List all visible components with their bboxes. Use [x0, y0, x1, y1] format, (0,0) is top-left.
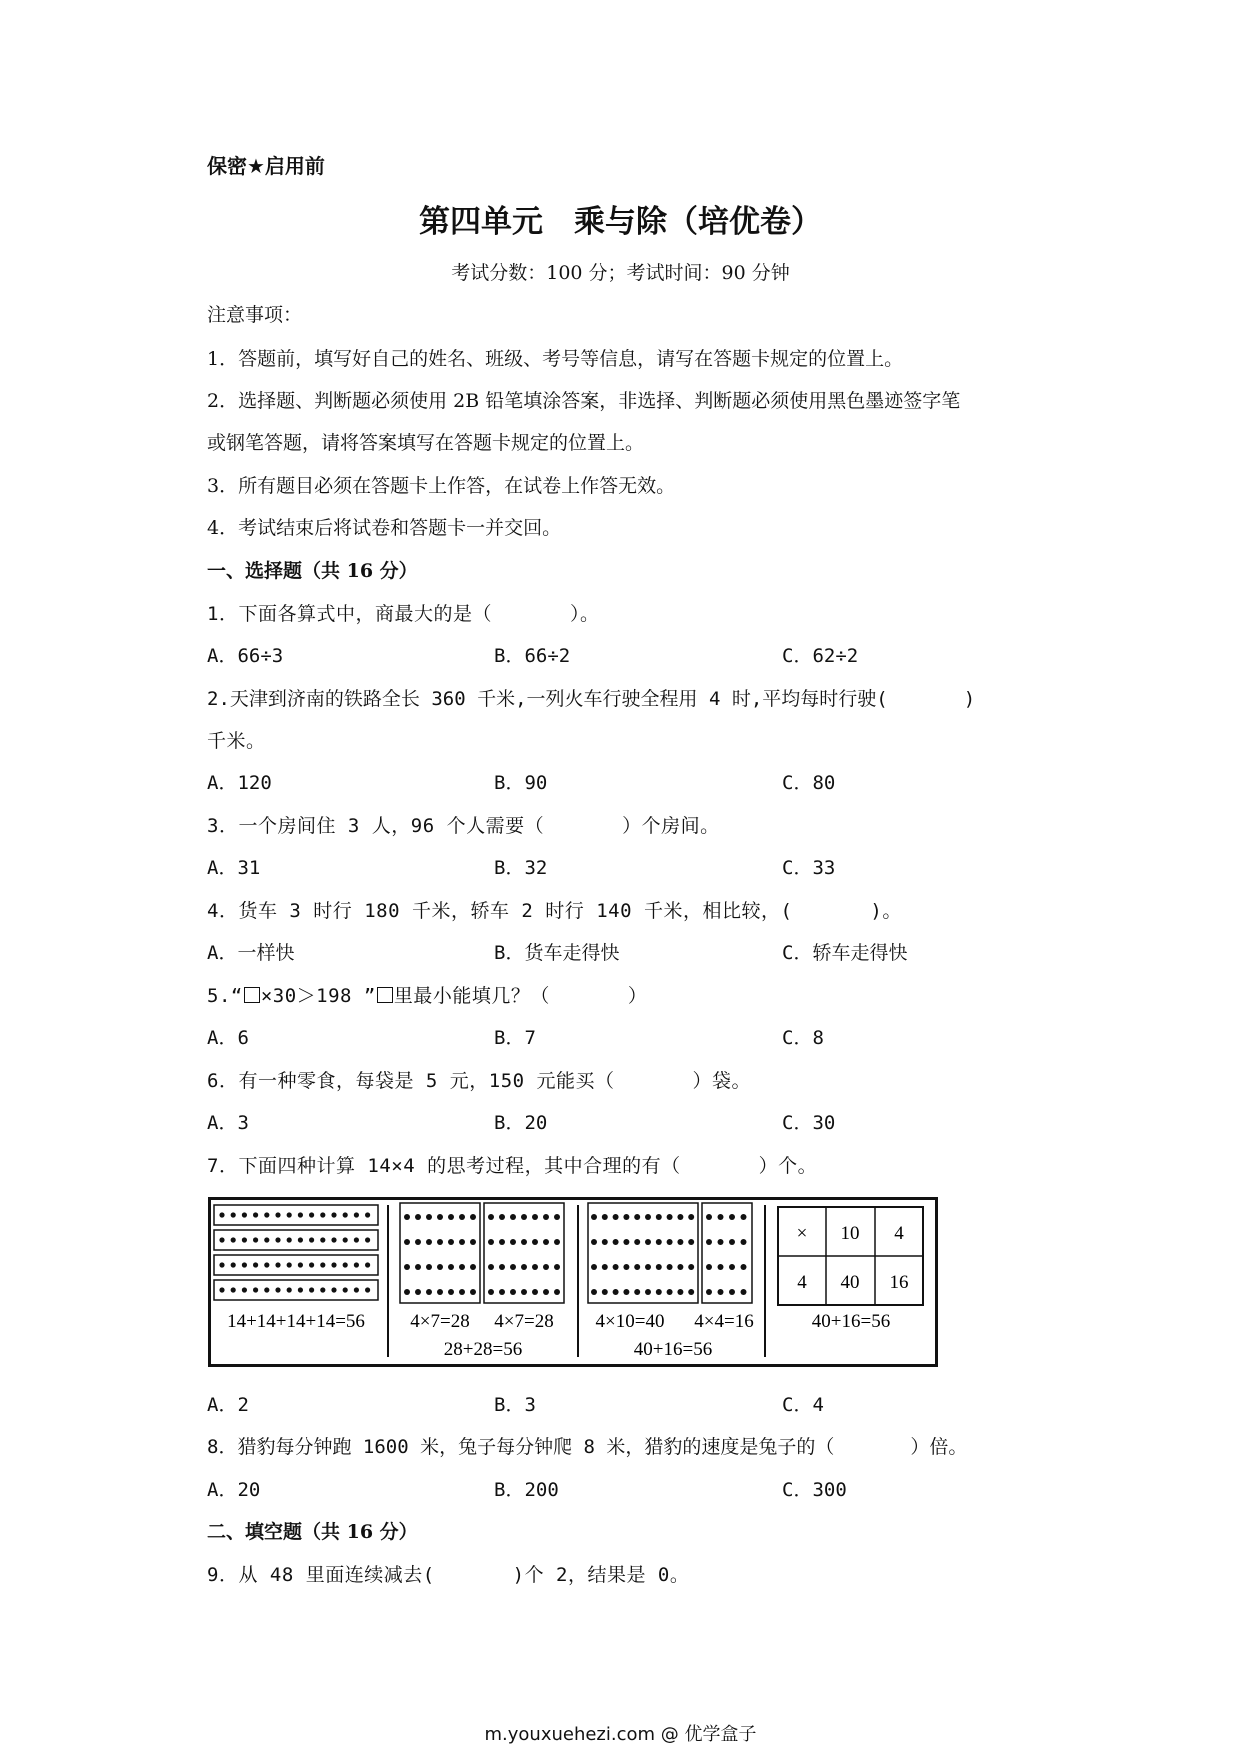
- dot: [459, 1214, 465, 1220]
- option-a: A．66÷3: [207, 645, 284, 667]
- dot: [219, 1287, 224, 1292]
- dot: [602, 1289, 608, 1295]
- dot: [426, 1289, 432, 1295]
- dot: [645, 1264, 651, 1270]
- dot: [543, 1264, 549, 1270]
- option-a: A．6: [207, 1027, 249, 1049]
- dot: [287, 1287, 292, 1292]
- option-c: C．4: [782, 1394, 824, 1416]
- option-b: B．货车走得快: [494, 942, 620, 964]
- dot: [499, 1289, 505, 1295]
- dot: [448, 1239, 454, 1245]
- dot: [470, 1289, 476, 1295]
- option-a: A．20: [207, 1479, 261, 1501]
- dot: [510, 1264, 516, 1270]
- dot: [343, 1237, 348, 1242]
- dot: [656, 1239, 662, 1245]
- dot: [677, 1264, 683, 1270]
- dot: [404, 1289, 410, 1295]
- dot: [448, 1264, 454, 1270]
- option-b: B．200: [494, 1479, 559, 1501]
- exam-info: 考试分数：100 分；考试时间：90 分钟: [451, 262, 790, 284]
- dot: [287, 1237, 292, 1242]
- dot: [298, 1262, 303, 1267]
- question-8: 8．猎豹每分钟跑 1600 米，兔子每分钟爬 8 米，猎豹的速度是兔子的（ ）倍。: [207, 1436, 968, 1458]
- dot: [459, 1264, 465, 1270]
- dot: [320, 1212, 325, 1217]
- dot: [488, 1264, 494, 1270]
- dot: [488, 1289, 494, 1295]
- dot: [623, 1214, 629, 1220]
- dot: [543, 1214, 549, 1220]
- dot: [415, 1289, 421, 1295]
- dot: [404, 1264, 410, 1270]
- option-c: C．80: [782, 772, 836, 794]
- dot: [510, 1239, 516, 1245]
- dot: [365, 1287, 370, 1292]
- dot: [554, 1264, 560, 1270]
- dot: [706, 1289, 712, 1295]
- dot: [645, 1289, 651, 1295]
- dot: [554, 1214, 560, 1220]
- dot: [741, 1264, 747, 1270]
- dot: [309, 1237, 314, 1242]
- dot: [729, 1239, 735, 1245]
- dot: [667, 1239, 673, 1245]
- question-1: 1．下面各算式中，商最大的是（ ）。: [207, 603, 600, 625]
- dot: [275, 1262, 280, 1267]
- dot: [613, 1214, 619, 1220]
- confidential-label: 保密★启用前: [207, 154, 325, 178]
- dot: [499, 1264, 505, 1270]
- dot: [343, 1212, 348, 1217]
- panel-2-groups: [400, 1203, 564, 1303]
- dot: [354, 1262, 359, 1267]
- dot: [459, 1289, 465, 1295]
- dot: [298, 1287, 303, 1292]
- dot: [331, 1212, 336, 1217]
- dot: [741, 1239, 747, 1245]
- dot: [242, 1237, 247, 1242]
- dot: [554, 1239, 560, 1245]
- panel-2-equation-2: 4×7=28: [494, 1311, 554, 1332]
- dot: [331, 1287, 336, 1292]
- dot: [532, 1239, 538, 1245]
- dot: [656, 1214, 662, 1220]
- dot: [521, 1214, 527, 1220]
- dot: [219, 1212, 224, 1217]
- option-a: A．31: [207, 857, 261, 879]
- dot: [634, 1239, 640, 1245]
- panel-2-equation-3: 28+28=56: [443, 1339, 523, 1360]
- panel-3-groups: [588, 1203, 752, 1303]
- option-a: A．120: [207, 772, 272, 794]
- dot: [404, 1214, 410, 1220]
- page-title: 第四单元 乘与除（培优卷）: [419, 204, 822, 240]
- option-c: C．62÷2: [782, 645, 859, 667]
- dot: [521, 1289, 527, 1295]
- table-cell: 16: [889, 1272, 909, 1293]
- dot: [741, 1214, 747, 1220]
- dot: [331, 1262, 336, 1267]
- dot: [521, 1239, 527, 1245]
- footer-watermark: m.youxuehezi.com @ 优学盒子: [484, 1724, 757, 1745]
- dot: [729, 1289, 735, 1295]
- dot: [591, 1214, 597, 1220]
- option-a: A．3: [207, 1112, 249, 1134]
- question-4: 4．货车 3 时行 180 千米，轿车 2 时行 140 千米，相比较，( )。: [207, 900, 902, 922]
- dot: [287, 1212, 292, 1217]
- option-a: A．一样快: [207, 942, 295, 964]
- dot: [437, 1289, 443, 1295]
- option-b: B．20: [494, 1112, 548, 1134]
- dot: [729, 1264, 735, 1270]
- table-cell: 40: [840, 1272, 860, 1293]
- dot: [741, 1289, 747, 1295]
- notes-heading: 注意事项：: [207, 304, 303, 326]
- dot: [613, 1239, 619, 1245]
- blank-square-icon: [244, 987, 260, 1003]
- multiplication-figure: [208, 1197, 938, 1367]
- dot: [667, 1264, 673, 1270]
- dot: [706, 1239, 712, 1245]
- dot: [718, 1264, 724, 1270]
- dot: [729, 1214, 735, 1220]
- table-cell: 4: [797, 1272, 807, 1293]
- dot: [264, 1212, 269, 1217]
- dot: [667, 1214, 673, 1220]
- table-cell: 10: [840, 1223, 860, 1244]
- dot: [677, 1214, 683, 1220]
- dot: [645, 1214, 651, 1220]
- question-5: [207, 981, 647, 1008]
- dot: [231, 1262, 236, 1267]
- dot: [510, 1214, 516, 1220]
- dot: [510, 1289, 516, 1295]
- option-b: B．7: [494, 1027, 536, 1049]
- note-item: 2．选择题、判断题必须使用 2B 铅笔填涂答案，非选择、判断题必须使用黑色墨迹签字笔: [207, 390, 961, 412]
- question-5-prefix: 5.“: [207, 985, 243, 1007]
- dot: [231, 1287, 236, 1292]
- option-b: B．66÷2: [494, 645, 571, 667]
- dot: [623, 1289, 629, 1295]
- dot: [264, 1287, 269, 1292]
- note-item: 4．考试结束后将试卷和答题卡一并交回。: [207, 517, 562, 539]
- note-item: 或钢笔答题，请将答案填写在答题卡规定的位置上。: [207, 432, 645, 454]
- dot: [706, 1214, 712, 1220]
- panel-4-table: [778, 1207, 923, 1305]
- dot: [613, 1264, 619, 1270]
- option-c: C．30: [782, 1112, 836, 1134]
- question-5-suffix: 里最小能填几？（ ）: [393, 985, 648, 1007]
- question-9: 9．从 48 里面连续减去( )个 2，结果是 0。: [207, 1564, 690, 1586]
- dot: [602, 1214, 608, 1220]
- dot: [242, 1287, 247, 1292]
- dot: [591, 1264, 597, 1270]
- dot: [426, 1239, 432, 1245]
- dot: [645, 1239, 651, 1245]
- dot: [656, 1289, 662, 1295]
- dot: [688, 1239, 694, 1245]
- option-b: B．3: [494, 1394, 536, 1416]
- dot: [298, 1237, 303, 1242]
- dot: [404, 1239, 410, 1245]
- dot: [264, 1262, 269, 1267]
- dot: [532, 1264, 538, 1270]
- panel-1-equation: 14+14+14+14=56: [227, 1311, 365, 1332]
- dot: [253, 1287, 258, 1292]
- note-item: 1．答题前，填写好自己的姓名、班级、考号等信息，请写在答题卡规定的位置上。: [207, 348, 904, 370]
- option-c: C．300: [782, 1479, 847, 1501]
- dot: [634, 1214, 640, 1220]
- dot: [470, 1239, 476, 1245]
- dot: [231, 1212, 236, 1217]
- question-5-mid: ×30＞198 ”: [260, 985, 376, 1007]
- dot: [298, 1212, 303, 1217]
- option-c: C．轿车走得快: [782, 942, 908, 964]
- dot: [459, 1239, 465, 1245]
- dot: [320, 1287, 325, 1292]
- dot: [706, 1264, 712, 1270]
- option-c: C．8: [782, 1027, 824, 1049]
- dot: [275, 1287, 280, 1292]
- dot: [309, 1262, 314, 1267]
- dot: [320, 1262, 325, 1267]
- option-b: B．32: [494, 857, 548, 879]
- dot: [287, 1262, 292, 1267]
- dot: [688, 1264, 694, 1270]
- option-b: B．90: [494, 772, 548, 794]
- dot: [426, 1214, 432, 1220]
- dot: [219, 1262, 224, 1267]
- dot: [448, 1214, 454, 1220]
- dot: [470, 1264, 476, 1270]
- section-heading-fill: 二、填空题（共 16 分）: [207, 1521, 418, 1543]
- table-cell: ×: [796, 1223, 808, 1244]
- figure-border: [210, 1199, 937, 1366]
- question-2-cont: 千米。: [207, 730, 266, 752]
- question-2: 2.天津到济南的铁路全长 360 千米,一列火车行驶全程用 4 时,平均每时行驶( ): [207, 688, 976, 710]
- dot: [488, 1239, 494, 1245]
- dot: [543, 1289, 549, 1295]
- dot: [275, 1212, 280, 1217]
- option-a: A．2: [207, 1394, 249, 1416]
- panel-3-equation-1: 4×10=40: [595, 1311, 665, 1332]
- panel-3-equation-3: 40+16=56: [633, 1339, 713, 1360]
- dot: [602, 1264, 608, 1270]
- dot: [688, 1289, 694, 1295]
- dot: [331, 1237, 336, 1242]
- dot: [437, 1214, 443, 1220]
- dot: [415, 1214, 421, 1220]
- dot: [448, 1289, 454, 1295]
- dot: [677, 1239, 683, 1245]
- dot: [470, 1214, 476, 1220]
- dot: [623, 1264, 629, 1270]
- dot: [718, 1239, 724, 1245]
- dot: [437, 1239, 443, 1245]
- dot: [677, 1289, 683, 1295]
- dot: [354, 1287, 359, 1292]
- dot: [499, 1214, 505, 1220]
- dot: [309, 1212, 314, 1217]
- dot: [365, 1262, 370, 1267]
- question-7: 7．下面四种计算 14×4 的思考过程，其中合理的有（ ）个。: [207, 1155, 818, 1177]
- dot: [634, 1264, 640, 1270]
- panel-1-bars: [214, 1205, 378, 1300]
- dot: [591, 1289, 597, 1295]
- dot: [667, 1289, 673, 1295]
- dot: [415, 1264, 421, 1270]
- question-6: 6．有一种零食，每袋是 5 元，150 元能买（ ）袋。: [207, 1070, 752, 1092]
- dot: [488, 1214, 494, 1220]
- panel-4-equation: 40+16=56: [811, 1311, 891, 1332]
- dot: [354, 1212, 359, 1217]
- dot: [613, 1289, 619, 1295]
- dot: [309, 1287, 314, 1292]
- dot: [365, 1237, 370, 1242]
- dot: [591, 1239, 597, 1245]
- dot: [688, 1214, 694, 1220]
- dot: [253, 1212, 258, 1217]
- dot: [532, 1214, 538, 1220]
- dot: [354, 1237, 359, 1242]
- dot: [242, 1262, 247, 1267]
- option-c: C．33: [782, 857, 836, 879]
- panel-2-equation-1: 4×7=28: [410, 1311, 470, 1332]
- question-3: 3．一个房间住 3 人，96 个人需要（ ）个房间。: [207, 815, 720, 837]
- dot: [343, 1262, 348, 1267]
- dot: [602, 1239, 608, 1245]
- dot: [718, 1289, 724, 1295]
- dot: [543, 1239, 549, 1245]
- dot: [320, 1237, 325, 1242]
- dot: [656, 1264, 662, 1270]
- dot: [521, 1264, 527, 1270]
- blank-square-icon: [377, 987, 393, 1003]
- note-item: 3．所有题目必须在答题卡上作答，在试卷上作答无效。: [207, 475, 676, 497]
- panel-3-equation-2: 4×4=16: [694, 1311, 754, 1332]
- dot: [343, 1287, 348, 1292]
- dot: [634, 1289, 640, 1295]
- dot: [426, 1264, 432, 1270]
- dot: [718, 1214, 724, 1220]
- dot: [242, 1212, 247, 1217]
- dot: [253, 1262, 258, 1267]
- dot: [231, 1237, 236, 1242]
- dot: [532, 1289, 538, 1295]
- table-cell: 4: [894, 1223, 904, 1244]
- dot: [253, 1237, 258, 1242]
- dot: [554, 1289, 560, 1295]
- dot: [415, 1239, 421, 1245]
- dot: [499, 1239, 505, 1245]
- dot: [219, 1237, 224, 1242]
- dot: [275, 1237, 280, 1242]
- dot: [623, 1239, 629, 1245]
- dot: [437, 1264, 443, 1270]
- dot: [365, 1212, 370, 1217]
- section-heading-choice: 一、选择题（共 16 分）: [207, 560, 418, 582]
- dot: [264, 1237, 269, 1242]
